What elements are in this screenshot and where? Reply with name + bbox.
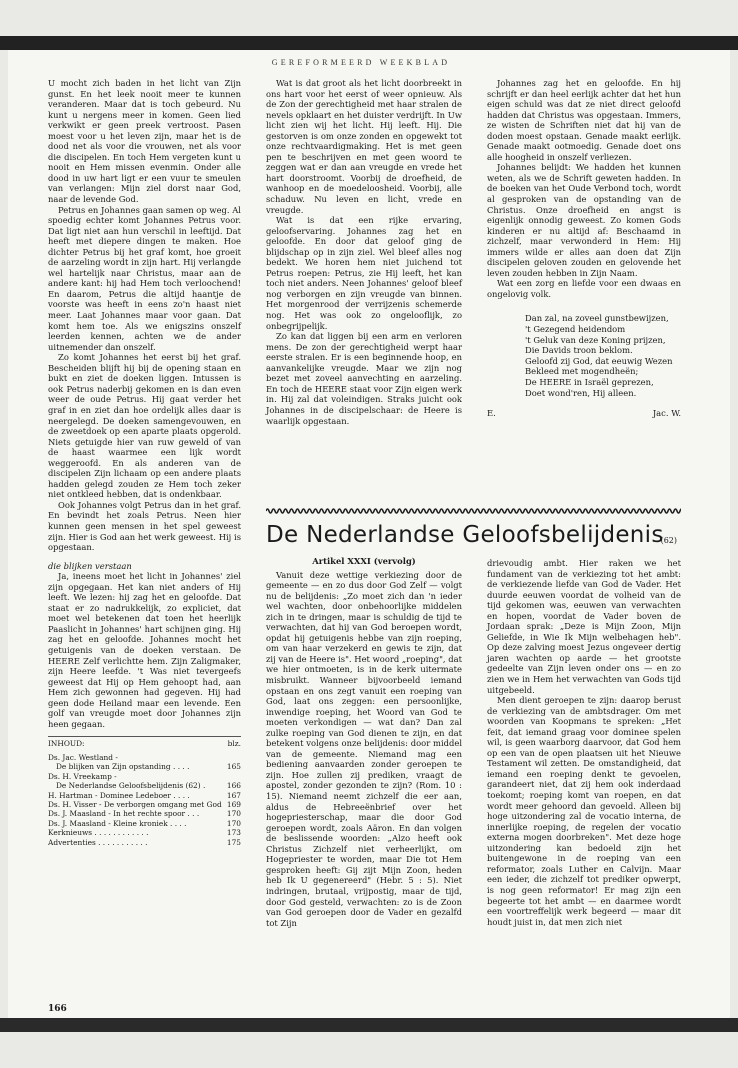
paragraph: Ja, ineens moet het licht in Johannes' ziel zijn opgegaan. Het kan niet anders of Hij leeft. We lezen: hij zag het en geloofde. Dat staat er zo nadrukkelijk, zo expliciet, dat moet wel betekenen dat toen het heerlijk Paaslicht in Johannes' hart schijnen ging. Hij zag het en geloofde. Johannes mocht het getuigenis van de doeken verstaan. De HEERE Zelf verlichtte hem. Zijn Zaligmaker, zijn Heere leefde. 't Was niet tevergeefs geweest dat Hij op Hem gehoopt had, aan Hem zich gewonnen had gegeven. Hij had geen dode Heiland maar een levende. Een golf van vreugde moet door Johannes zijn heen gegaan.: [48, 571, 241, 729]
divider: [48, 736, 241, 737]
toc-row[interactable]: [48, 781, 241, 790]
verse-line: Doet wond'ren, Hij alleen.: [525, 387, 637, 398]
toc-page: 170: [226, 818, 241, 828]
paragraph: Vanuit deze wettige verkiezing door de gemeente — en zo dus door God Zelf — volgt nu de belijdenis: „Zo moet zich dan 'n ieder wel wachten, door onbehoorlijke middelen zich in te dringen, maar is schuldig de tijd te verwachten, dat hij van God beroepen wordt, opdat hij getuigenis hebbe van zijn roeping, om van haar verzekerd en gewis te zijn, dat zij van de Heere is". Het woord „roeping", dat we hier ontmoeten, is in de kerk uitermate misbruikt. Wanneer bijvoorbeeld iemand opstaan en ons zegt vanuit een roeping van God, laat ons zeggen: een persoonlijke, inwendige roeping, het Woord van God te moeten verkondigen — wat dan? Dan zal zulke roeping van God dienen te zijn, en dat betekent volgens onze belijdenis: door middel van de gemeente. Niemand mag een bediening aanvaarden zonder geroepen te zijn. Hoe zullen zij prediken, vraagt de apostel, zonder gezonden te zijn? (Rom. 10 : 15). Niemand neemt zichzelf die eer aan, aldus de Hebreeënbrief over het hogepriesterschap, maar die door God geroepen wordt, zoals Aäron. En dan volgen de beslissende woorden: „Alzo heeft ook Christus Zichzelf niet verheerlijkt, om Hogepriester te worden, maar Die tot Hem gesproken heeft: Gij zijt Mijn Zoon, heden heb Ik U gegenereerd" (Hebr. 5 : 5). Niet indringen, brutaal, vrijpostig, maar de tijd, door God gesteld, verwachten: zo is de Zoon van God geroepen door de Vader en gezalfd tot Zijn: [266, 569, 462, 928]
toc-page: 173: [226, 828, 241, 838]
toc-row[interactable]: [48, 791, 241, 800]
paragraph: Ook Johannes volgt Petrus dan in het graf. En bevindt het zoals Petrus. Neen hier kunnen geen mensen in het spel geweest zijn. Hier is God aan het werk geweest. Hij is opgestaan.: [48, 499, 241, 553]
toc-page-label: blz.: [227, 739, 241, 749]
paragraph: Wat is dat een rijke ervaring, geloofservaring. Johannes zag het en geloofde. En door dat geloof ging de blijdschap op in zijn ziel. Wel bleef alles nog bedekt. We horen hem niet juichend tot Petrus roepen: Petrus, zie Hij leeft, het kan toch niet anders. Neen Johannes' geloof bleef nog verborgen en zijn vreugde van binnen. Het morgenrood der verrijzenis schemerde nog. Het was ook zo ongelooflijk, zo onbegrijpelijk.: [266, 215, 462, 331]
column-right: [487, 78, 681, 419]
wavy-divider: [266, 506, 681, 516]
toc-title: Ds. H. Vreekamp -: [48, 771, 117, 781]
paragraph: Petrus en Johannes gaan samen op weg. Al spoedig echter komt Johannes Petrus voor. Dat ligt niet aan hun verschil in leeftijd. Dat heeft met diepere dingen te maken. Hoe dichter Petrus bij het graf komt, hoe groeit de aarzeling wordt in zijn hart. Hij verlangde wel hartelijk naar Christus, maar aan de andere kant: hij had Hem toch verloochend! En daarom, Petrus die altijd haantje de voorste was heeft in eens zo'n haast niet meer. Laat Johannes maar voor gaan. Dat komt hem toe. Als we enigszins onszelf leerden kennen, achten we de ander uitnemender dan onszelf.: [48, 204, 241, 352]
toc-row[interactable]: [48, 809, 241, 818]
toc-row[interactable]: [48, 838, 241, 847]
verse-line: Dan zal, na zoveel gunstbewijzen,: [525, 313, 669, 324]
signature-author: Jac. W.: [652, 408, 681, 419]
verse-line: De HEERE in Israël geprezen,: [525, 377, 654, 388]
article-issue-number: (62): [660, 536, 677, 545]
toc-page: 175: [226, 837, 241, 847]
running-head: GEREFORMEERD WEEKBLAD: [271, 58, 451, 67]
toc-header: [48, 739, 241, 750]
toc-title: De blijken van Zijn opstanding . . . .: [56, 762, 190, 772]
toc-title: Ds. Jac. Westland -: [48, 752, 118, 762]
paragraph: Men dient geroepen te zijn: daarop berust de verkiezing van de ambtsdrager. Om met woorden van Koopmans te spreken: „Het feit, dat iemand graag voor dominee spelen wil, is geen waarborg daarvoor, dat God hem op een van de open plaatsen uit het Nieuwe Testament wil zetten. De omstandigheid, dat iemand een roeping denkt te gevoelen, garandeert niet, dat zij hem ook inderdaad toekomt; roeping komt van roepen, en dat wordt meer gehoord dan gevoeld. Alleen bij hoge uitzondering zal de vocatio interna, de innerlijke roeping, de regelen der vocatio externa mogen doorbreken". Met deze hoge uitzondering kan bedoeld zijn het buitengewone in de roeping van een reformator, zoals Luther en Calvijn. Maar een ieder, die zichzelf tot prediker opwerpt, is nog geen reformator! Er mag zijn een begeerte tot het ambt — en daarmee wordt een voortreffelijk werk begeerd — maar dit houdt juist in, dat men zich niet: [487, 695, 681, 927]
toc-row[interactable]: [48, 800, 241, 809]
column-left: [48, 78, 241, 847]
article-title-block: [266, 520, 681, 554]
verse-line: 't Geluk van deze Koning prijzen,: [525, 334, 666, 345]
paragraph: Johannes zag het en geloofde. En hij schrijft er dan heel eerlijk achter dat het hun eigen schuld was dat ze niet direct geloofd hadden dat Christus was opgestaan. Immers, ze wisten de Schriften niet dat hij van de doden moest opstaan. Genade maakt eerlijk. Genade maakt ootmoedig. Genade doet ons alle hoogheid in onszelf verliezen.: [487, 78, 681, 162]
table-of-contents: [48, 753, 241, 847]
signature: [487, 408, 681, 419]
paragraph: drievoudig ambt. Hier raken we het fundament van de verkiezing tot het ambt: de verkiezende liefde van God de Vader. Het duurde eeuwen voordat de volheid van de tijd gekomen was, eeuwen van verwachten en hopen, voordat de Vader boven de Jordaan sprak: „Deze is Mijn Zoon, Mijn Geliefde, in Wie Ik Mijn welbehagen heb". Op deze zalving moest Jezus ongeveer dertig jaren wachten op aarde — het grootste gedeelte van Zijn leven onder ons — en zo zien we in Hem het verwachten van Gods tijd uitgebeeld.: [487, 558, 681, 695]
scan-border-top: [0, 36, 738, 50]
paragraph: Wat is dat groot als het licht doorbreekt in ons hart voor het eerst of weer opnieuw. Als de Zon der gerechtigheid met haar stralen de nevels opklaart en het duister verdrijft. In Uw licht zien wij het licht. Hij leeft. Hij. Die gestorven is om onze zonden en opgewekt tot onze rechtvaardigmaking. Het is met geen pen te beschrijven en met geen woord te zeggen wat er dan aan vreugde en vrede het hart doorstroomt. Voorbij de droefheid, de wanhoop en de moedeloosheid. Voorbij, alle schaduw. Nu leven en licht, vrede en vreugde.: [266, 78, 462, 215]
toc-title: Advertenties . . . . . . . . . . .: [48, 837, 148, 847]
toc-page: 169: [226, 799, 241, 809]
toc-row[interactable]: [48, 753, 241, 762]
verse-line: Geloofd zij God, dat eeuwig Wezen: [525, 355, 673, 366]
toc-title: Ds. J. Maasland - In het rechte spoor . . .: [48, 809, 200, 819]
paragraph: Wat een zorg en liefde voor een dwaas en ongelovig volk.: [487, 278, 681, 299]
toc-page: [223, 753, 241, 762]
toc-heading: INHOUD:: [48, 739, 85, 749]
column-middle: [266, 78, 462, 426]
toc-title: H. Hartman - Dominee Ledeboer . . . .: [48, 790, 190, 800]
toc-row[interactable]: [48, 828, 241, 837]
toc-page: [223, 772, 241, 781]
article-subtitle: Artikel XXXI (vervolg): [312, 556, 416, 566]
paragraph: U mocht zich baden in het licht van Zijn gunst. En het leek nooit meer te kunnen veranderen. Maar dat is toch gebeurd. Nu kunt u nergens meer in komen. Geen lied verkwikt er geen preek vertroost. Pasen moest voor u het leven zijn, maar het is de dood net als voor die vrouwen, net als voor die discipelen. En toch Hem vergeten kunt u nooit en Hem missen evenmin. Onder alle dood in uw hart ligt er een vuur te smeulen van verlangen: Mijn ziel dorst naar God, naar de levende God.: [48, 78, 241, 205]
paragraph: Johannes belijdt: We hadden het kunnen weten, als we de Schrift geweten hadden. In de boeken van het Oude Verbond toch, wordt al gesproken van de opstanding van de Christus. Onze droefheid en angst is eigenlijk onnodig geweest. Zo komen Gods kinderen er nu altijd af: Beschaamd in zichzelf, maar verwonderd in Hem: Hij immers wilde er alles aan doen dat Zijn discipelen geloven zouden en gelovende het leven zouden hebben in Zijn Naam.: [487, 162, 681, 278]
toc-title: Ds. H. Visser - De verborgen omgang met God: [48, 799, 222, 809]
toc-row[interactable]: [48, 772, 241, 781]
toc-page: 167: [226, 790, 241, 800]
toc-page: 165: [226, 762, 241, 772]
scan-border-bottom: [0, 1018, 738, 1032]
page-number: 166: [48, 1004, 67, 1014]
article-column-right: [487, 558, 681, 927]
verse-line: 't Gezegend heidendom: [525, 324, 626, 335]
toc-row[interactable]: [48, 819, 241, 828]
psalm-verse: [525, 313, 681, 398]
section-subheading: die blijken verstaan: [48, 560, 132, 571]
toc-title: De Nederlandse Geloofsbelijdenis (62) .: [56, 781, 206, 791]
article-column-left: [266, 556, 462, 928]
paragraph: Zo komt Johannes het eerst bij het graf. Bescheiden blijft hij bij de opening staan en bukt en ziet de doeken liggen. Intussen is ook Petrus naderbij gekomen en is dan even weer de oude Petrus. Hij gaat verder het graf in en ziet dan hoe ordelijk alles daar is neergelegd. De doeken samengevouwen, en de zweetdoek op een aparte plaats opgerold. Niets getuigde hier van ruw geweld of van de haast waarmee een lijk wordt weggeroofd. En als anderen van de discipelen Zijn lichaam op een andere plaats hadden gelegd zouden ze Hem toch zeker niet ontkleed hebben, dat is ondenkbaar.: [48, 352, 241, 500]
article-title: De Nederlandse Geloofsbelijdenis: [266, 522, 664, 548]
toc-page: 166: [226, 781, 241, 791]
toc-page: 170: [226, 809, 241, 819]
toc-title: Ds. J. Maasland - Kleine kroniek . . . .: [48, 818, 187, 828]
verse-line: Die Davids troon beklom.: [525, 345, 633, 356]
toc-row[interactable]: [48, 762, 241, 771]
paragraph: Zo kan dat liggen bij een arm en verloren mens. De zon der gerechtigheid werpt haar eerste stralen. Er is een beginnende hoop, en aanvankelijke vreugde. Maar we zijn nog bezet met zoveel aanvechting en aarzeling. En toch de HEERE staat voor Zijn eigen werk in. Hij zal dat voleindigen. Straks juicht ook Johannes in de discipelschaar: de Heere is waarlijk opgestaan.: [266, 331, 462, 426]
verse-line: Bekleed met mogendheën;: [525, 366, 639, 377]
signature-initial: E.: [487, 408, 496, 419]
toc-title: Kerknieuws . . . . . . . . . . . .: [48, 828, 149, 838]
